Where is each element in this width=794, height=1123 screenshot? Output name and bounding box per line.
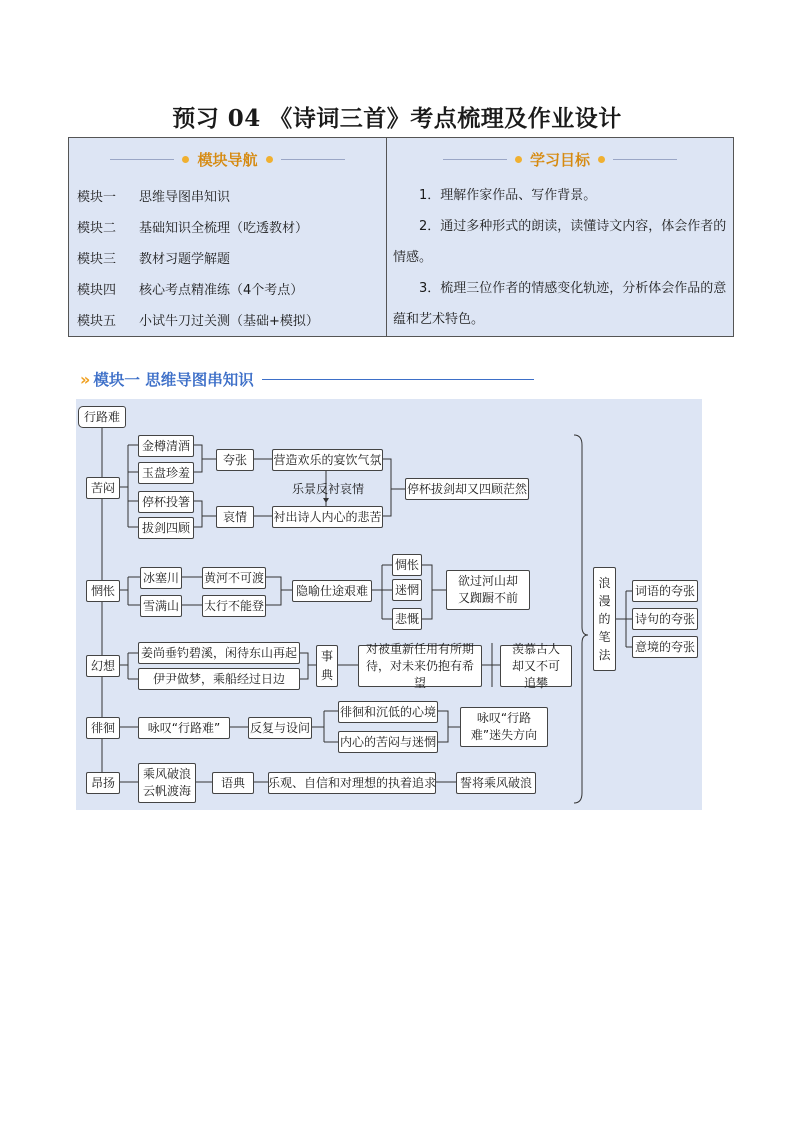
paihuai-item: 咏叹“行路难”	[138, 717, 230, 739]
module-name: 核心考点精准练（4个考点）	[139, 283, 304, 298]
learning-goals-list	[387, 180, 733, 335]
section-rule	[262, 379, 534, 380]
exaggeration-node: 词语的夸张	[632, 580, 698, 602]
kumen-item: 拔剑四顾	[138, 517, 194, 539]
effect-node: 衬出诗人内心的悲苦	[272, 506, 383, 528]
angyang-item: 乘风破浪云帆渡海	[138, 763, 196, 803]
branch-kumen: 苦闷	[86, 477, 120, 499]
paihuai-state: 内心的苦闷与迷惘	[338, 731, 438, 753]
header-rule	[443, 159, 507, 160]
branch-paihuai: 徘徊	[86, 717, 120, 739]
module-key: 模块五	[77, 314, 117, 329]
root-node: 行路难	[78, 406, 126, 428]
header-dot-icon	[598, 156, 605, 163]
header-dot-icon	[182, 156, 189, 163]
module-nav-title: 模块导航	[197, 150, 258, 169]
module-name: 小试牛刀过关测（基础+模拟）	[139, 314, 319, 329]
feeling-node: 迷惘	[392, 579, 422, 601]
module-key: 模块三	[77, 252, 117, 267]
angyang-meaning: 乐观、自信和对理想的执着追求	[268, 772, 436, 794]
module-key: 模块四	[77, 283, 117, 298]
feeling-node: 惆怅	[392, 554, 422, 576]
goal-item: 2．通过多种形式的朗读，读懂诗文内容，体会作者的情感。	[393, 219, 727, 265]
module-name: 思维导图串知识	[139, 190, 231, 205]
branch-angyang: 昂扬	[86, 772, 120, 794]
yudian-node: 语典	[212, 772, 254, 794]
module-name: 教材习题学解题	[139, 252, 231, 267]
huanxiang-item: 姜尚垂钓碧溪，闲待东山再起	[138, 642, 300, 664]
feeling-node: 悲慨	[392, 608, 422, 630]
module-name: 基础知识全梳理（吃透教材）	[139, 221, 309, 236]
module-nav-column	[69, 138, 387, 336]
kumen-item: 停杯投箸	[138, 491, 194, 513]
section-title: 模块一 思维导图串知识	[93, 371, 254, 389]
kumen-result: 停杯拔剑却又四顾茫然	[405, 478, 529, 500]
module-key: 模块二	[77, 221, 117, 236]
header-dot-icon	[515, 156, 522, 163]
paihuai-result: 咏叹“行路难”迷失方向	[460, 707, 548, 747]
header-rule	[281, 159, 345, 160]
learning-goals-header	[387, 138, 733, 180]
wangchang-result: 欲过河山却又踟蹰不前	[446, 570, 530, 610]
module-key: 模块一	[77, 190, 117, 205]
section-heading	[80, 368, 534, 390]
shidian-node: 事典	[316, 645, 338, 687]
romantic-style-node: 浪漫的笔法	[593, 567, 616, 671]
kumen-item: 玉盘珍羞	[138, 462, 194, 484]
paihuai-method: 反复与设问	[248, 717, 312, 739]
wangchang-item: 冰塞川	[140, 567, 182, 589]
mind-map	[76, 399, 702, 810]
wangchang-meaning: 隐喻仕途艰难	[292, 580, 372, 602]
kuazhang-node: 夸张	[216, 449, 254, 471]
module-nav-header	[69, 138, 386, 180]
module-item	[77, 304, 386, 335]
header-rule	[110, 159, 174, 160]
wangchang-phrase: 太行不能登	[202, 595, 266, 617]
double-chevron-icon: »	[80, 369, 88, 389]
learning-goals-column	[387, 138, 733, 336]
branch-huanxiang: 幻想	[86, 655, 120, 677]
exaggeration-node: 诗句的夸张	[632, 608, 698, 630]
module-item	[77, 211, 386, 242]
module-item	[77, 273, 386, 304]
module-item	[77, 242, 386, 273]
aiqing-node: 哀情	[216, 506, 254, 528]
exaggeration-node: 意境的夸张	[632, 636, 698, 658]
huanxiang-meaning: 对被重新任用有所期待，对未来仍抱有希望	[358, 645, 482, 687]
huanxiang-item: 伊尹做梦，乘船经过日边	[138, 668, 300, 690]
effect-node: 营造欢乐的宴饮气氛	[272, 449, 383, 471]
wangchang-item: 雪满山	[140, 595, 182, 617]
paihuai-state: 徘徊和沉低的心境	[338, 701, 438, 723]
page-title: 预习 04 《诗词三首》考点梳理及作业设计	[172, 105, 622, 132]
module-item	[77, 180, 386, 211]
goal-item: 1．理解作家作品、写作背景。	[419, 188, 597, 203]
angyang-result: 誓将乘风破浪	[456, 772, 536, 794]
huanxiang-result: 羡慕古人却又不可追攀	[500, 645, 572, 687]
wangchang-phrase: 黄河不可渡	[202, 567, 266, 589]
learning-goals-title: 学习目标	[529, 150, 590, 169]
contrast-label: 乐景反衬哀情	[292, 482, 365, 496]
module-list	[69, 180, 386, 335]
header-dot-icon	[266, 156, 273, 163]
kumen-item: 金樽清酒	[138, 435, 194, 457]
header-rule	[613, 159, 677, 160]
branch-wangchang: 惘怅	[86, 580, 120, 602]
goal-item: 3．梳理三位作者的情感变化轨迹，分析体会作品的意蕴和艺术特色。	[393, 281, 727, 327]
module-guide-table	[68, 137, 734, 337]
